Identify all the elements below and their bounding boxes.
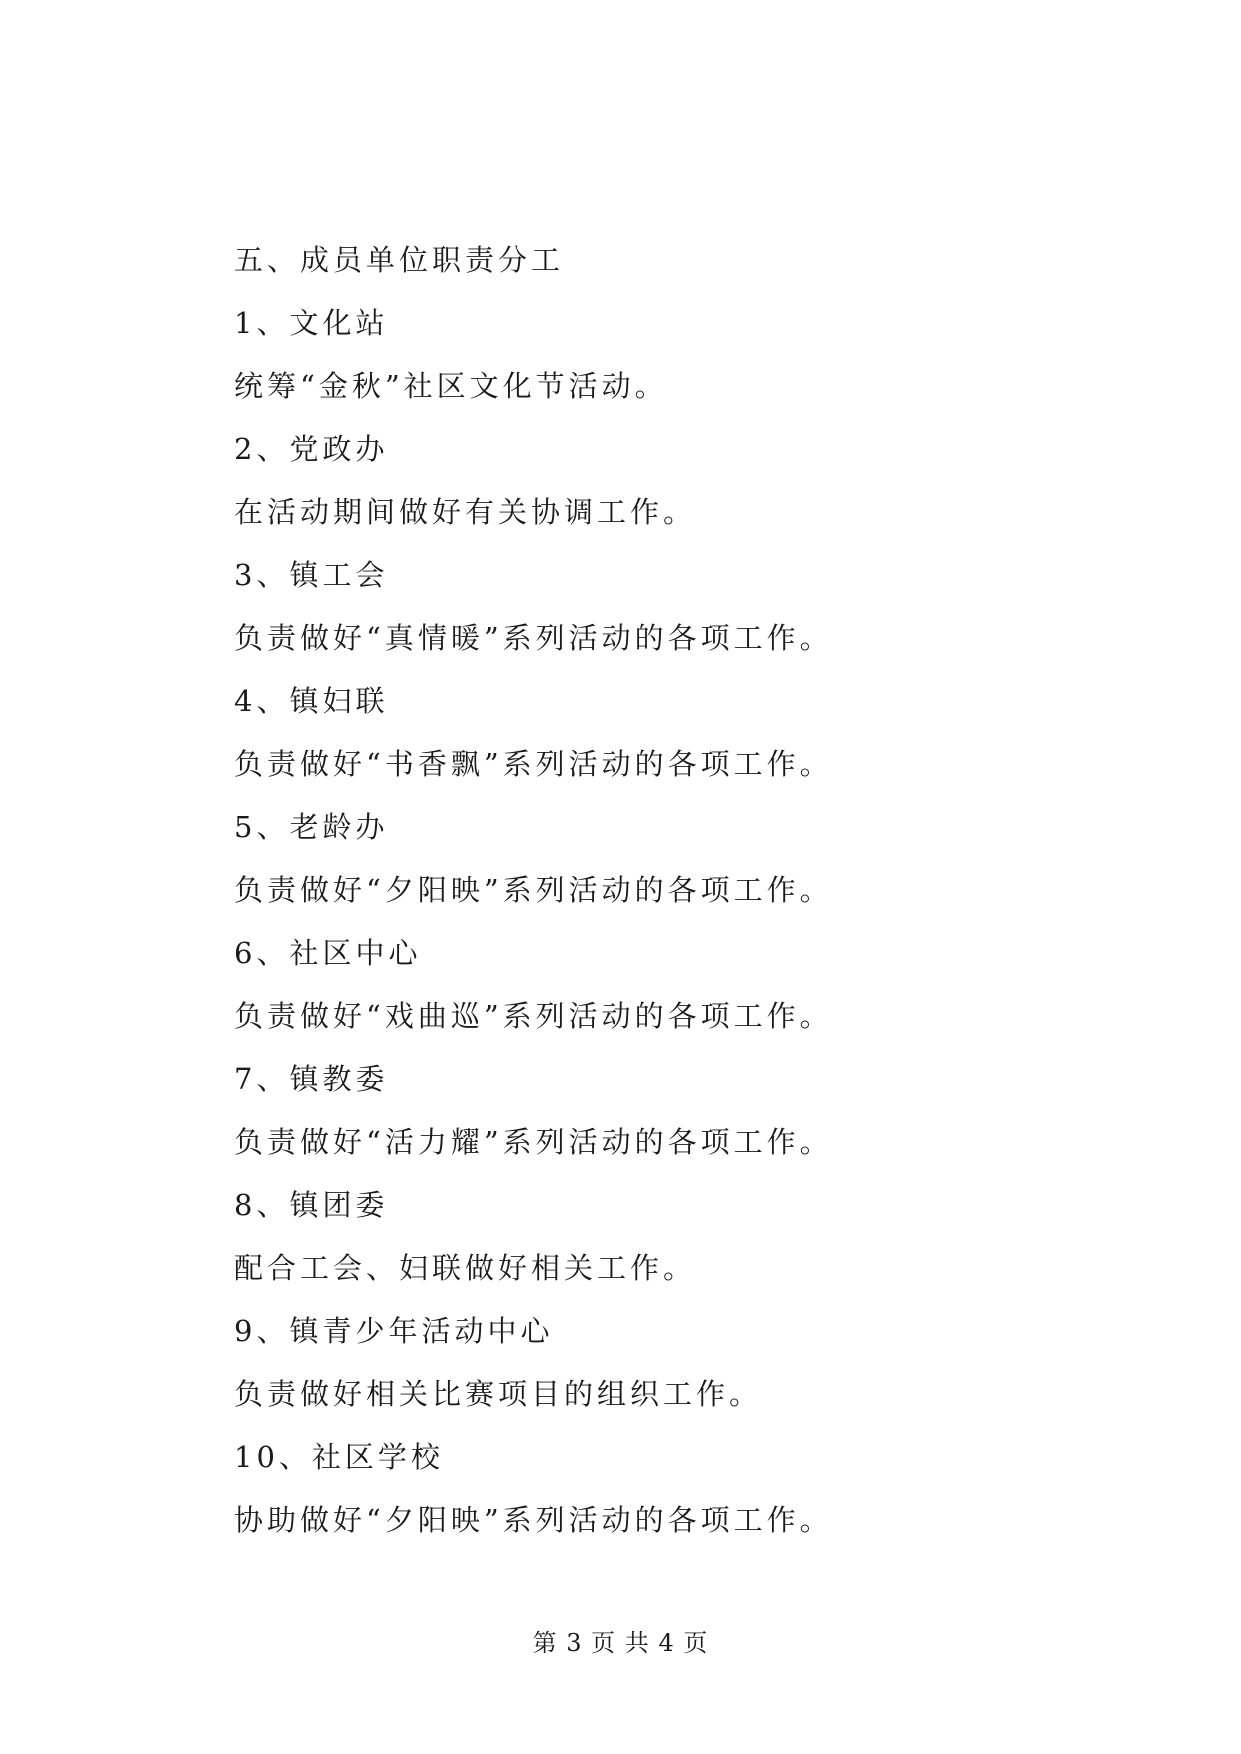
page-footer: 第 3 页 共 4 页 — [532, 1629, 709, 1657]
item-title: 8、镇团委 — [234, 1188, 389, 1222]
item-body: 负责做好“夕阳映”系列活动的各项工作。 — [234, 873, 833, 907]
item-title: 3、镇工会 — [234, 558, 389, 592]
item-body: 配合工会、妇联做好相关工作。 — [234, 1251, 697, 1285]
item-title: 2、党政办 — [234, 432, 389, 466]
item-title: 1、文化站 — [234, 306, 389, 340]
item-body: 负责做好“戏曲巡”系列活动的各项工作。 — [234, 999, 833, 1033]
item-title: 4、镇妇联 — [234, 684, 389, 718]
item-title: 9、镇青少年活动中心 — [234, 1314, 554, 1348]
section-heading: 五、成员单位职责分工 — [234, 243, 565, 277]
item-body: 负责做好“活力耀”系列活动的各项工作。 — [234, 1125, 833, 1159]
item-title: 10、社区学校 — [234, 1440, 444, 1474]
item-body: 负责做好“书香飘”系列活动的各项工作。 — [234, 747, 833, 781]
item-body: 负责做好相关比赛项目的组织工作。 — [234, 1377, 763, 1411]
item-body: 统筹“金秋”社区文化节活动。 — [234, 369, 668, 403]
item-body: 在活动期间做好有关协调工作。 — [234, 495, 697, 529]
item-title: 6、社区中心 — [234, 936, 422, 970]
item-title: 7、镇教委 — [234, 1062, 389, 1096]
item-title: 5、老龄办 — [234, 810, 389, 844]
document-body — [234, 232, 1094, 1555]
item-body: 协助做好“夕阳映”系列活动的各项工作。 — [234, 1503, 833, 1537]
item-body: 负责做好“真情暖”系列活动的各项工作。 — [234, 621, 833, 655]
